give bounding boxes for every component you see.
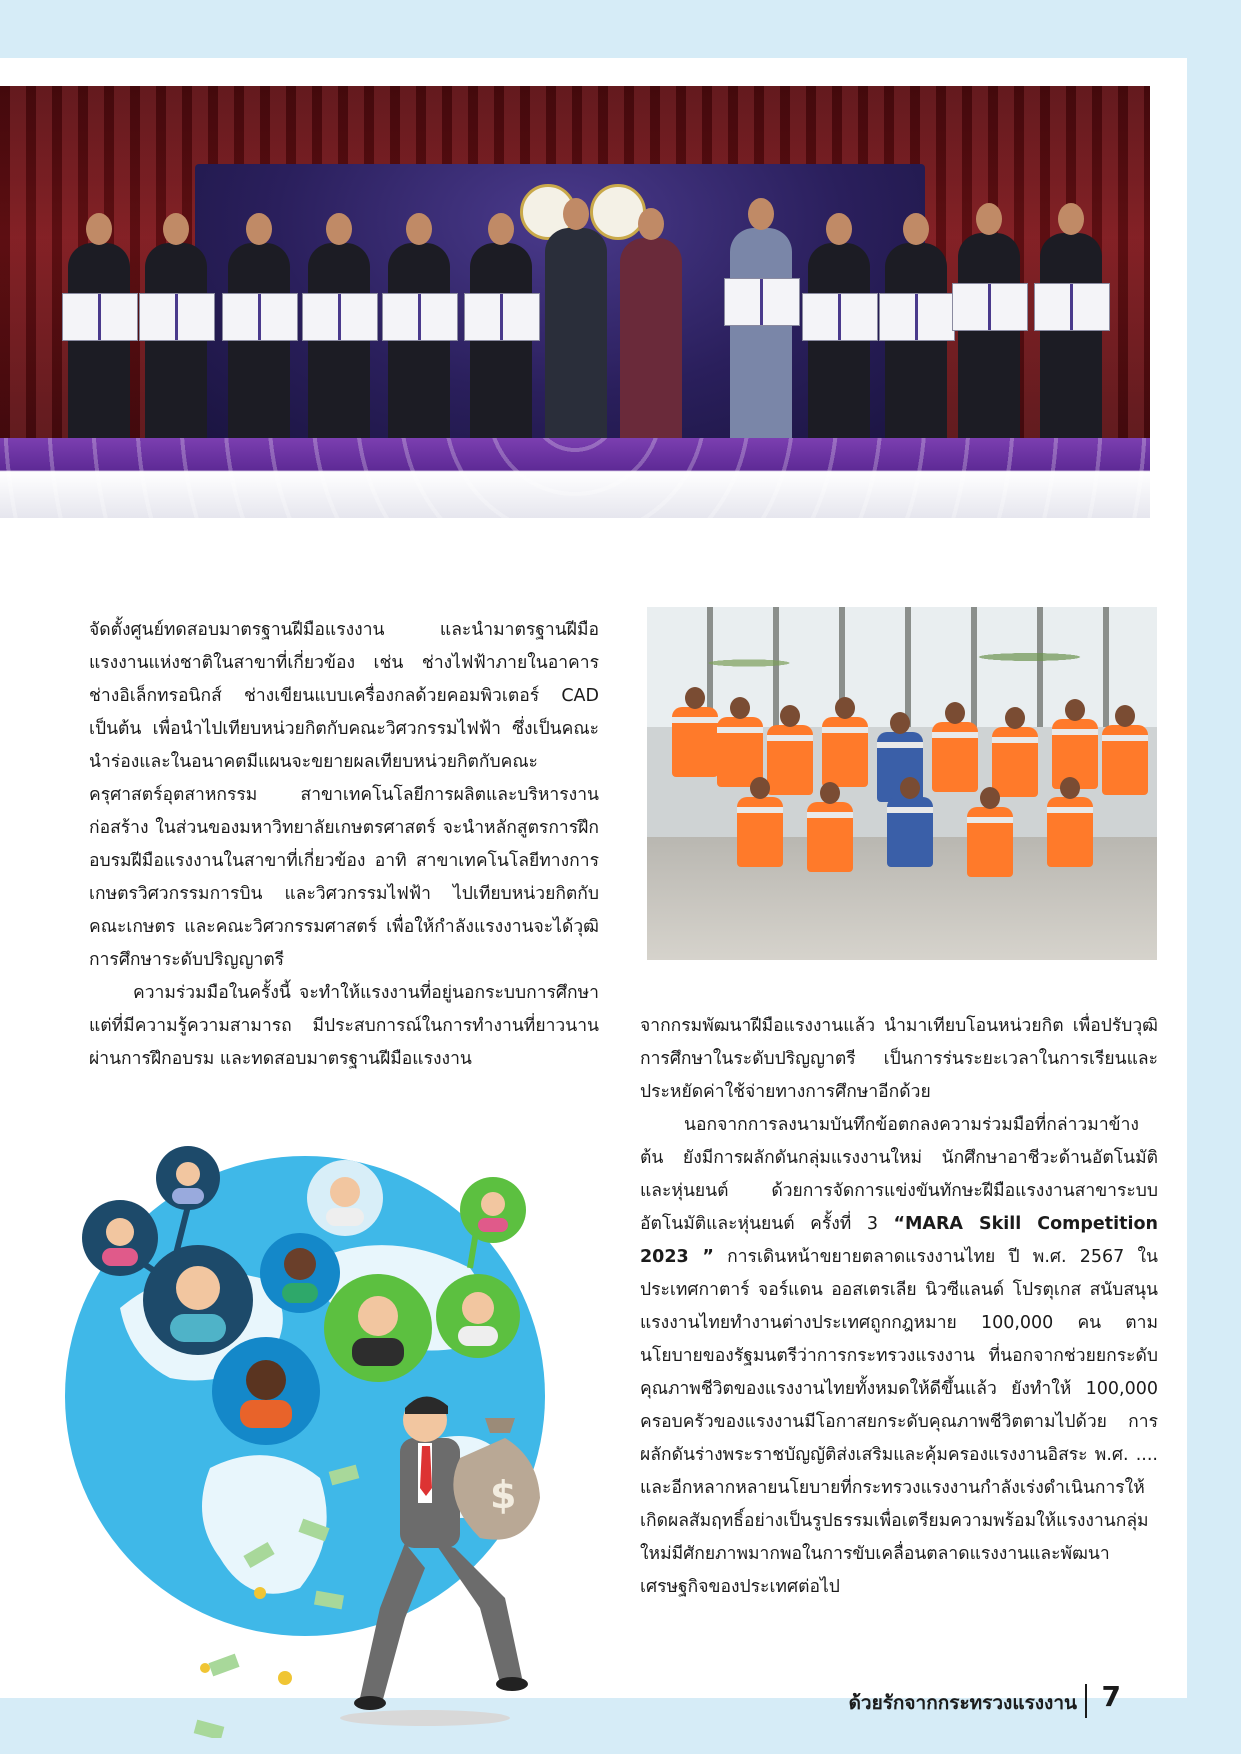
avatar-icon — [324, 1274, 432, 1382]
avatar-icon — [212, 1337, 320, 1445]
footer-divider — [1085, 1684, 1087, 1718]
avatar-icon — [460, 1177, 526, 1243]
page-footer — [848, 1680, 1187, 1724]
paragraph: ความร่วมมือในครั้งนี้ จะทำให้แรงงานที่อยู่นอกระบบการศึกษา แต่ที่มีความรู้ความสามารถ มีประสบการณ์ในการทำงานที่ยาวนานผ่านการฝึกอบรม และทดสอบมาตรฐานฝีมือแรงงาน — [89, 983, 599, 1069]
avatar-icon — [156, 1146, 220, 1210]
avatar-icon — [307, 1160, 383, 1236]
svg-text:$: $ — [490, 1473, 517, 1517]
page-number: 7 — [1101, 1680, 1121, 1713]
avatar-icon — [82, 1200, 158, 1276]
right-column-text — [640, 1010, 1158, 1604]
avatar-icon — [143, 1245, 253, 1355]
left-column-text — [89, 614, 599, 1076]
workers-training-photo — [647, 607, 1157, 960]
avatar-icon — [436, 1274, 520, 1358]
avatar-icon — [260, 1233, 340, 1313]
competition-name: “MARA Skill Competition 2023 ” — [640, 1214, 1158, 1267]
global-workforce-illustration — [60, 1138, 580, 1738]
signing-ceremony-photo — [0, 86, 1150, 518]
footer-tagline: ด้วยรักจากกระทรวงแรงงาน — [848, 1692, 1077, 1714]
paragraph: จากกรมพัฒนาฝีมือแรงงานแล้ว นำมาเทียบโอนหน่วยกิต เพื่อปรับวุฒิการศึกษาในระดับปริญญาตรี เป็นการร่นระยะเวลาในการเรียนและประหยัดค่าใช้จ่ายทางการศึกษาอีกด้วย — [640, 1016, 1158, 1102]
paragraph: จัดตั้งศูนย์ทดสอบมาตรฐานฝีมือแรงงาน และนำมาตรฐานฝีมือแรงงานแห่งชาติในสาขาที่เกี่ยวข้อง เช่น ช่างไฟฟ้าภายในอาคาร ช่างอิเล็กทรอนิกส์ ช่างเขียนแบบเครื่องกลด้วยคอมพิวเตอร์ CAD เป็นต้น เพื่อนำไปเทียบหน่วยกิตกับคณะวิศวกรรมไฟฟ้า ซึ่งเป็นคณะนำร่องและในอนาคตมีแผนจะขยายผลเทียบหน่วยกิตกับคณะครุศาสตร์อุตสาหกรรม สาขาเทคโนโลยีการผลิตและบริหารงานก่อสร้าง ในส่วนของมหาวิทยาลัยเกษตรศาสตร์ จะนำหลักสูตรการฝึกอบรมฝีมือแรงงานในสาขาที่เกี่ยวข้อง อาทิ สาขาเทคโนโลยีทางการเกษตรวิศวกรรมการบิน และวิศวกรรมไฟฟ้า ไปเทียบหน่วยกิตกับคณะเกษตร และคณะวิศวกรรมศาสตร์ เพื่อให้กำลังแรงงานจะได้วุฒิการศึกษาระดับปริญญาตรี — [89, 620, 599, 970]
paragraph: นอกจากการลงนามบันทึกข้อตกลงความร่วมมือที่กล่าวมาข้างต้น ยังมีการผลักดันกลุ่มแรงงานใหม่ นักศึกษาอาชีวะด้านอัตโนมัติและหุ่นยนต์ ด้วยการจัดการแข่งขันทักษะฝีมือแรงงานสาขาระบบอัตโนมัติและหุ่นยนต์ ครั้งที่ 3 “MARA Skill Competition 2023 ” การเดินหน้าขยายตลาดแรงงานไทย ปี พ.ศ. 2567 ในประเทศกาตาร์ จอร์แดน ออสเตรเลีย นิวซีแลนด์ โปรตุเกส สนับสนุนแรงงานไทยทำงานต่างประเทศถูกกฎหมาย 100,000 คน ตามนโยบายของรัฐมนตรีว่าการกระทรวงแรงงาน ที่นอกจากช่วยยกระดับคุณภาพชีวิตของแรงงานไทยทั้งหมดให้ดีขึ้นแล้ว ยังทำให้ 100,000 ครอบครัวของแรงงานมีโอกาสยกระดับคุณภาพชีวิตตามไปด้วย การผลักดันร่างพระราชบัญญัติส่งเสริมและคุ้มครองแรงงานอิสระ พ.ศ. .... และอีกหลากหลายนโยบายที่กระทรวงแรงงานกำลังเร่งดำเนินการให้เกิดผลสัมฤทธิ์อย่างเป็นรูปธรรมเพื่อเตรียมความพร้อมให้แรงงานกลุ่มใหม่มีศักยภาพมากพอในการขับเคลื่อนตลาดแรงงานและพัฒนาเศรษฐกิจของประเทศต่อไป — [640, 1115, 1158, 1597]
magazine-page — [0, 58, 1187, 1714]
